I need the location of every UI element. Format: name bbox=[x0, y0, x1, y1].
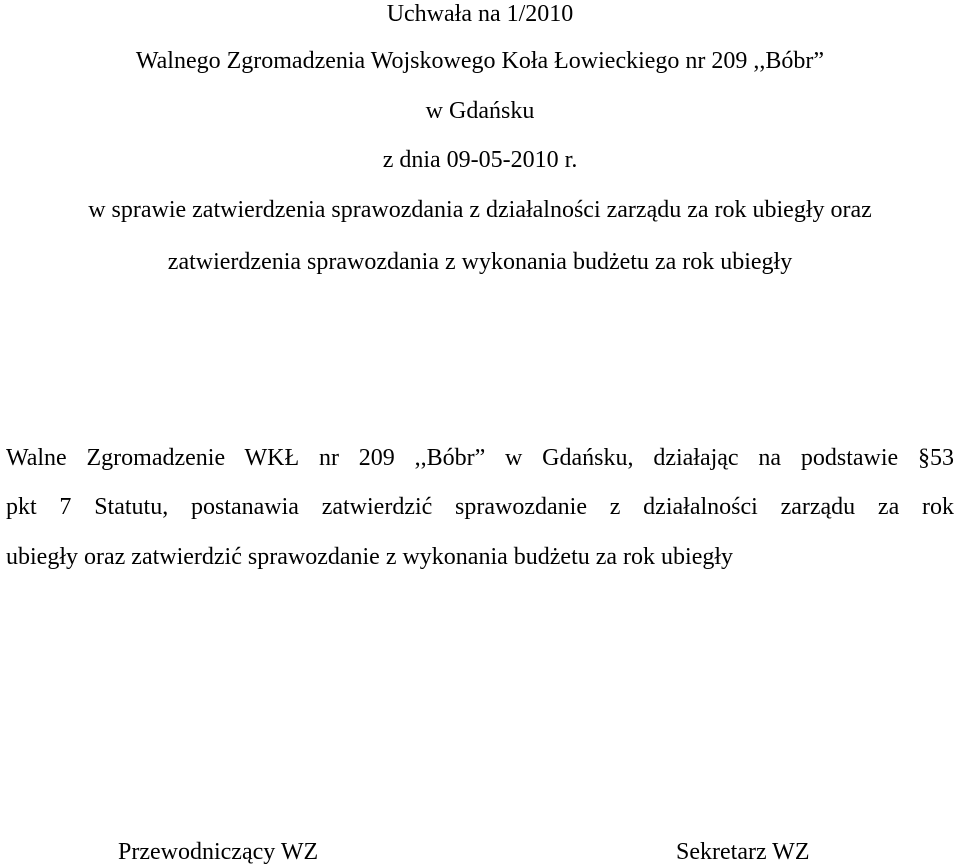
subject-line-1: w sprawie zatwierdzenia sprawozdania z działalności zarządu za rok ubiegły oraz bbox=[88, 197, 872, 223]
subject-line-2: zatwierdzenia sprawozdania z wykonania budżetu za rok ubiegły bbox=[167, 249, 793, 275]
resolution-title: Uchwała na 1/2010 bbox=[386, 1, 574, 27]
body-line-1: Walne Zgromadzenie WKŁ nr 209 ,,Bóbr” w Gdańsku, działając na podstawie §53 bbox=[6, 445, 954, 471]
body-line-3: ubiegły oraz zatwierdzić sprawozdanie z wykonania budżetu za rok ubiegły bbox=[6, 544, 734, 570]
city-line: w Gdańsku bbox=[425, 98, 535, 124]
assembly-name: Walnego Zgromadzenia Wojskowego Koła Łowieckiego nr 209 ,,Bóbr” bbox=[135, 48, 825, 74]
signature-secretary: Sekretarz WZ bbox=[676, 839, 810, 865]
date-line: z dnia 09-05-2010 r. bbox=[382, 147, 578, 173]
signature-chair: Przewodniczący WZ bbox=[118, 839, 319, 865]
body-line-2: pkt 7 Statutu, postanawia zatwierdzić sprawozdanie z działalności zarządu za rok bbox=[6, 494, 954, 520]
